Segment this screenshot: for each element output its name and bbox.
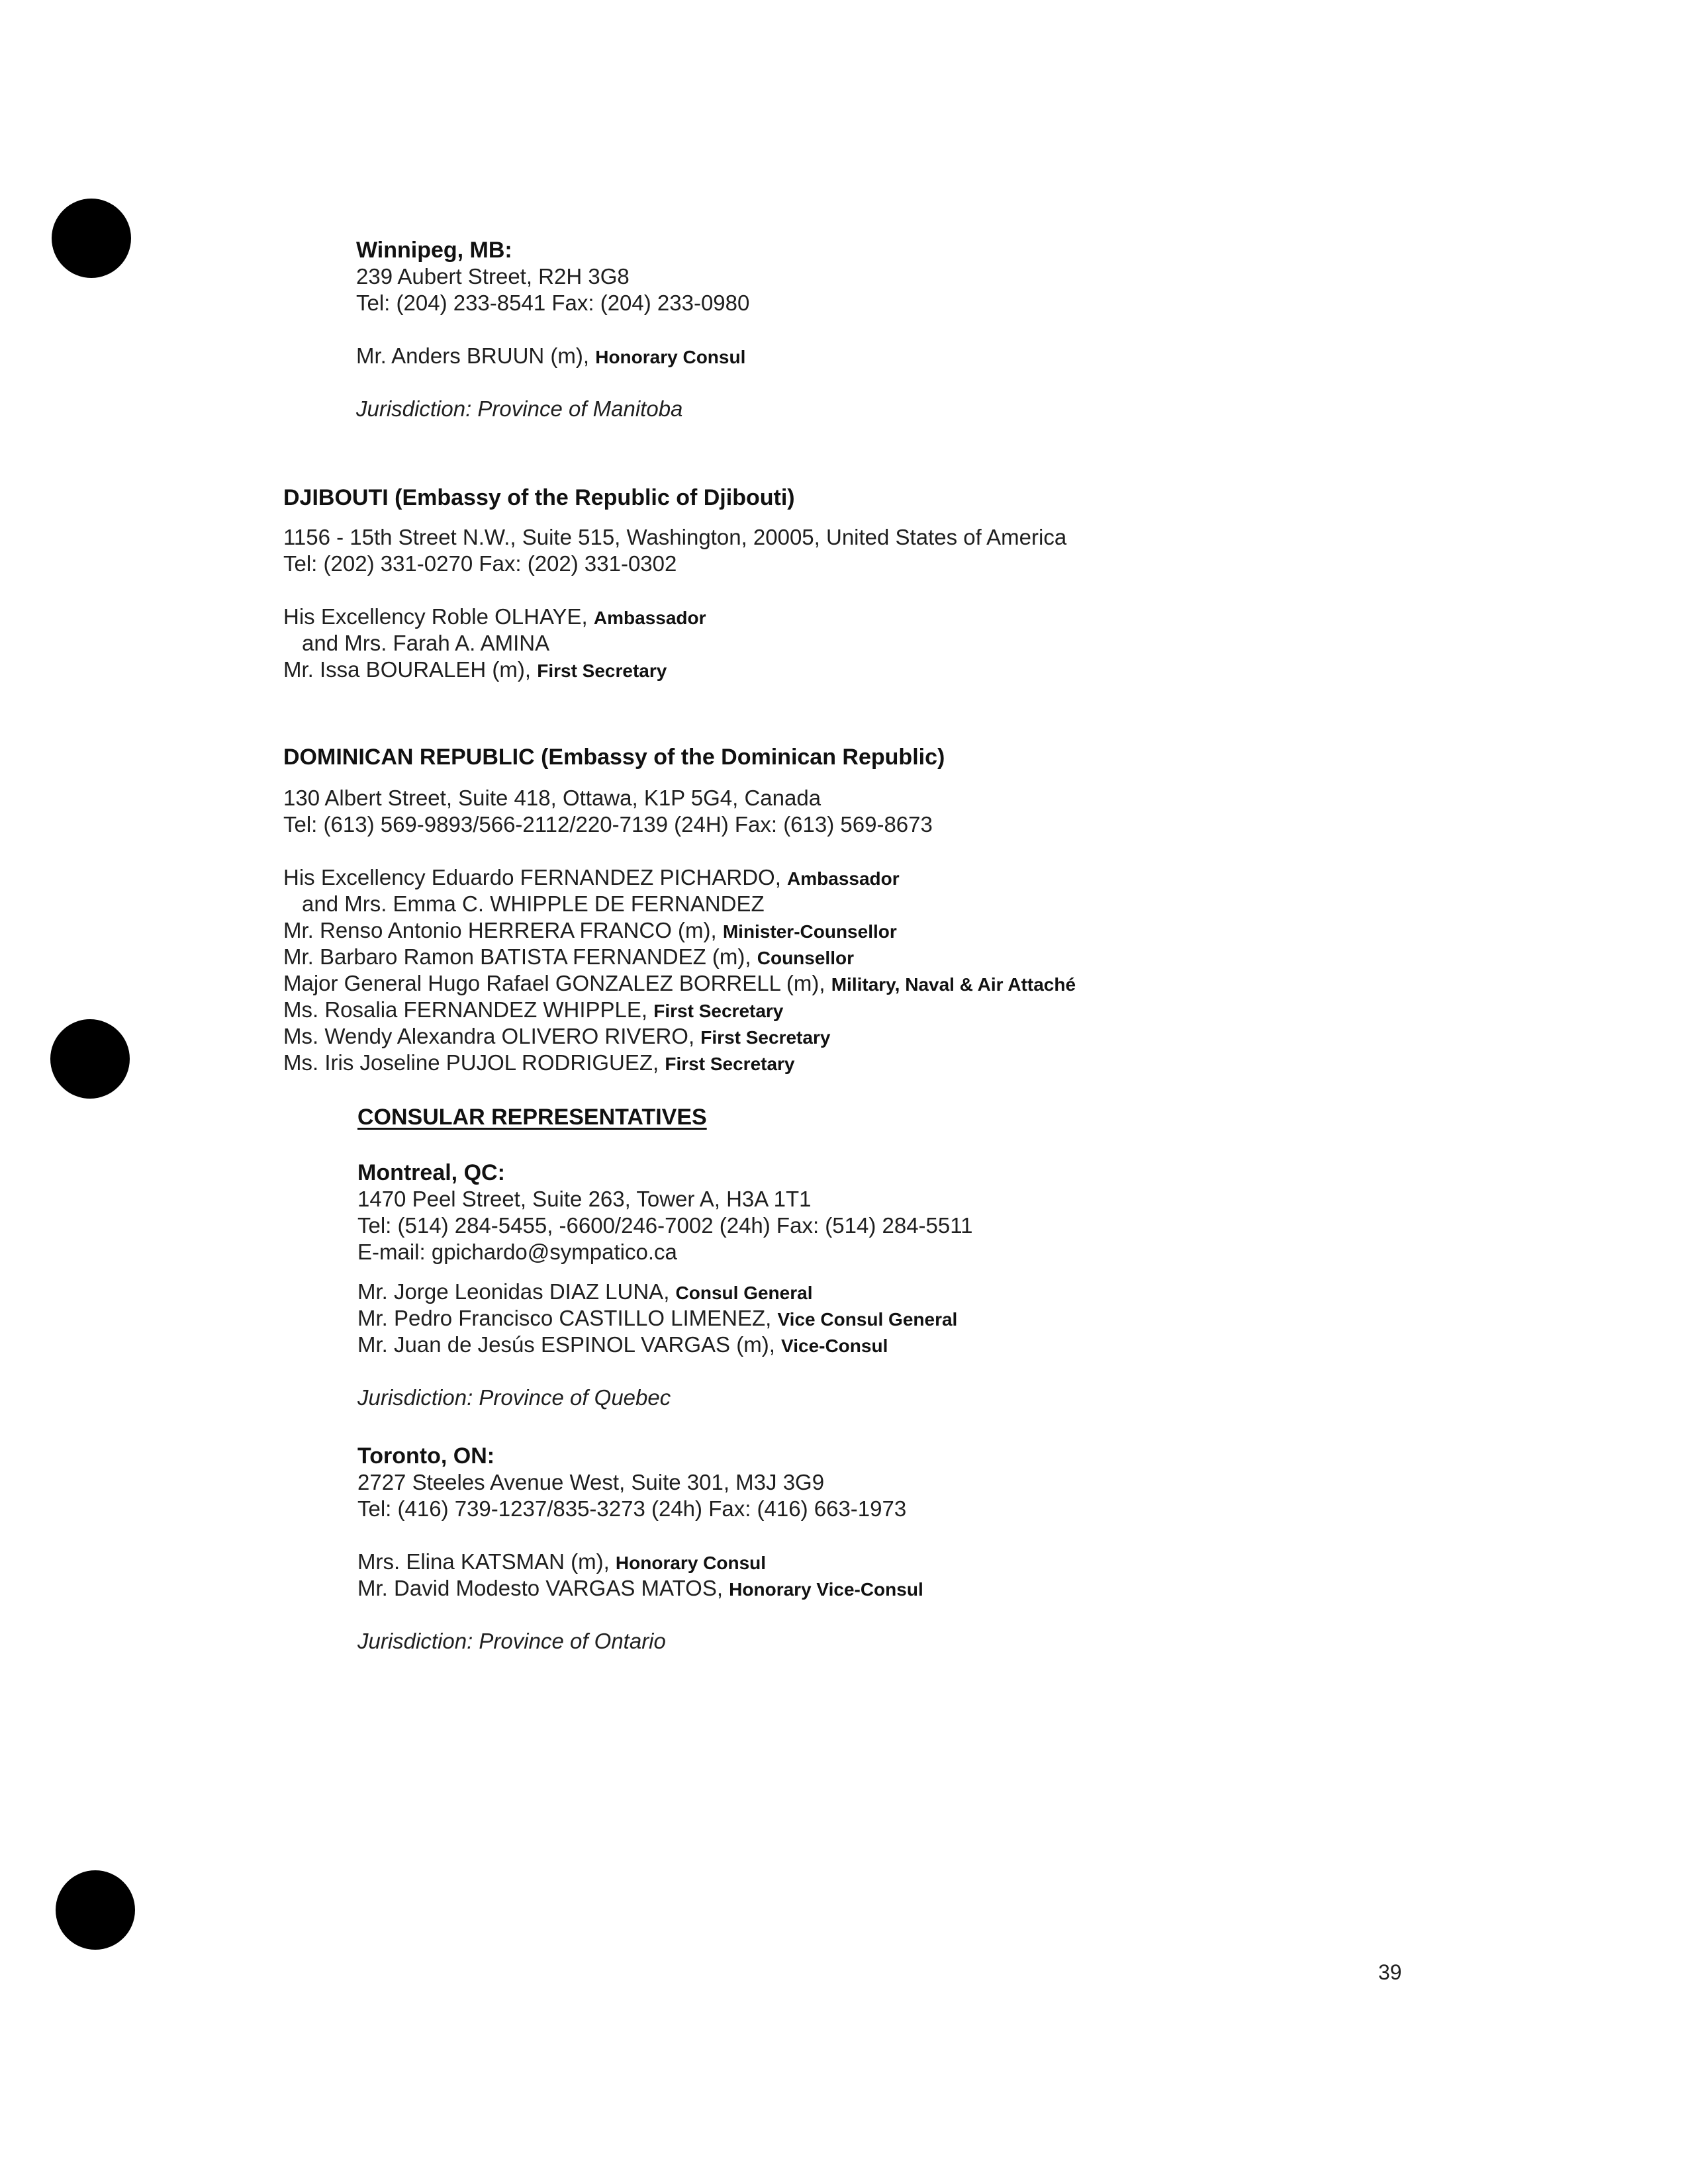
staff-entry <box>302 891 765 917</box>
staff-title: Consul General <box>675 1283 813 1303</box>
country-heading-djibouti: DJIBOUTI (Embassy of the Republic of Djibouti) <box>283 485 795 510</box>
staff-title: Honorary Consul <box>595 347 746 367</box>
staff-title: Ambassador <box>787 868 900 889</box>
staff-name: Ms. Rosalia FERNANDEZ WHIPPLE, <box>283 997 648 1022</box>
staff-name: Mr. Barbaro Ramon BATISTA FERNANDEZ (m), <box>283 944 751 969</box>
staff-title: Counsellor <box>757 948 854 968</box>
staff-name: His Excellency Roble OLHAYE, <box>283 604 588 629</box>
staff-name: and Mrs. Emma C. WHIPPLE DE FERNANDEZ <box>302 891 765 916</box>
email-line: E-mail: gpichardo@sympatico.ca <box>357 1240 677 1264</box>
punch-hole <box>56 1870 135 1950</box>
staff-name: and Mrs. Farah A. AMINA <box>302 631 550 655</box>
staff-title: Vice Consul General <box>777 1309 958 1330</box>
staff-entry <box>283 1023 830 1051</box>
staff-entry <box>357 1575 923 1603</box>
address-line: 1156 - 15th Street N.W., Suite 515, Washington, 20005, United States of America <box>283 525 1067 549</box>
staff-entry <box>357 1549 766 1576</box>
address-line: 130 Albert Street, Suite 418, Ottawa, K1P 5G4, Canada <box>283 786 821 810</box>
staff-title: Military, Naval & Air Attaché <box>831 974 1076 995</box>
staff-title: First Secretary <box>537 660 667 681</box>
staff-title: Vice-Consul <box>781 1336 888 1356</box>
page-number: 39 <box>1378 1960 1402 1984</box>
city-heading-toronto: Toronto, ON: <box>357 1443 495 1469</box>
phone-line: Tel: (416) 739-1237/835-3273 (24h) Fax: (416) 663-1973 <box>357 1496 907 1521</box>
staff-name: Mr. Issa BOURALEH (m), <box>283 657 532 682</box>
staff-entry <box>283 997 783 1024</box>
phone-line: Tel: (204) 233-8541 Fax: (204) 233-0980 <box>356 291 750 315</box>
staff-entry <box>283 970 1076 998</box>
staff-name: Mr. Pedro Francisco CASTILLO LIMENEZ, <box>357 1306 772 1330</box>
staff-entry <box>357 1332 888 1359</box>
staff-entry <box>283 657 667 684</box>
punch-hole <box>50 1019 130 1099</box>
jurisdiction-line: Jurisdiction: Province of Manitoba <box>356 396 683 421</box>
staff-entry <box>283 944 854 972</box>
jurisdiction-line: Jurisdiction: Province of Ontario <box>357 1629 666 1653</box>
staff-name: Mr. Jorge Leonidas DIAZ LUNA, <box>357 1279 670 1304</box>
address-line: 2727 Steeles Avenue West, Suite 301, M3J 3G9 <box>357 1470 825 1494</box>
staff-entry <box>283 604 706 631</box>
staff-title: Minister-Counsellor <box>722 921 897 942</box>
city-heading-winnipeg: Winnipeg, MB: <box>356 238 512 263</box>
phone-line: Tel: (202) 331-0270 Fax: (202) 331-0302 <box>283 551 677 576</box>
country-heading-dominican-republic: DOMINICAN REPUBLIC (Embassy of the Dominican Republic) <box>283 745 945 770</box>
staff-entry <box>302 630 549 657</box>
consular-representatives-heading: CONSULAR REPRESENTATIVES <box>357 1105 707 1130</box>
staff-title: Honorary Consul <box>615 1553 767 1573</box>
phone-line: Tel: (613) 569-9893/566-2112/220-7139 (24H) Fax: (613) 569-8673 <box>283 812 933 837</box>
staff-entry <box>357 1279 812 1306</box>
staff-entry <box>283 917 897 945</box>
punch-hole <box>52 199 131 278</box>
address-line: 1470 Peel Street, Suite 263, Tower A, H3A 1T1 <box>357 1187 812 1211</box>
staff-name: Major General Hugo Rafael GONZALEZ BORRELL (m), <box>283 971 825 995</box>
staff-name: His Excellency Eduardo FERNANDEZ PICHARDO, <box>283 865 781 889</box>
staff-entry <box>283 864 900 892</box>
staff-entry <box>357 1305 957 1333</box>
staff-name: Mr. David Modesto VARGAS MATOS, <box>357 1576 723 1600</box>
staff-title: Ambassador <box>593 608 706 628</box>
staff-entry <box>356 343 745 371</box>
staff-title: Honorary Vice-Consul <box>729 1579 923 1600</box>
staff-title: First Secretary <box>665 1054 795 1074</box>
phone-line: Tel: (514) 284-5455, -6600/246-7002 (24h) Fax: (514) 284-5511 <box>357 1213 973 1238</box>
staff-entry <box>283 1050 795 1077</box>
staff-title: First Secretary <box>653 1001 784 1021</box>
staff-title: First Secretary <box>700 1027 831 1048</box>
city-heading-montreal: Montreal, QC: <box>357 1160 505 1185</box>
staff-name: Ms. Iris Joseline PUJOL RODRIGUEZ, <box>283 1050 659 1075</box>
staff-name: Mr. Renso Antonio HERRERA FRANCO (m), <box>283 918 717 942</box>
staff-name: Mr. Juan de Jesús ESPINOL VARGAS (m), <box>357 1332 775 1357</box>
staff-name: Mrs. Elina KATSMAN (m), <box>357 1549 610 1574</box>
address-line: 239 Aubert Street, R2H 3G8 <box>356 264 630 289</box>
staff-name: Ms. Wendy Alexandra OLIVERO RIVERO, <box>283 1024 695 1048</box>
jurisdiction-line: Jurisdiction: Province of Quebec <box>357 1385 671 1410</box>
staff-name: Mr. Anders BRUUN (m), <box>356 343 590 368</box>
